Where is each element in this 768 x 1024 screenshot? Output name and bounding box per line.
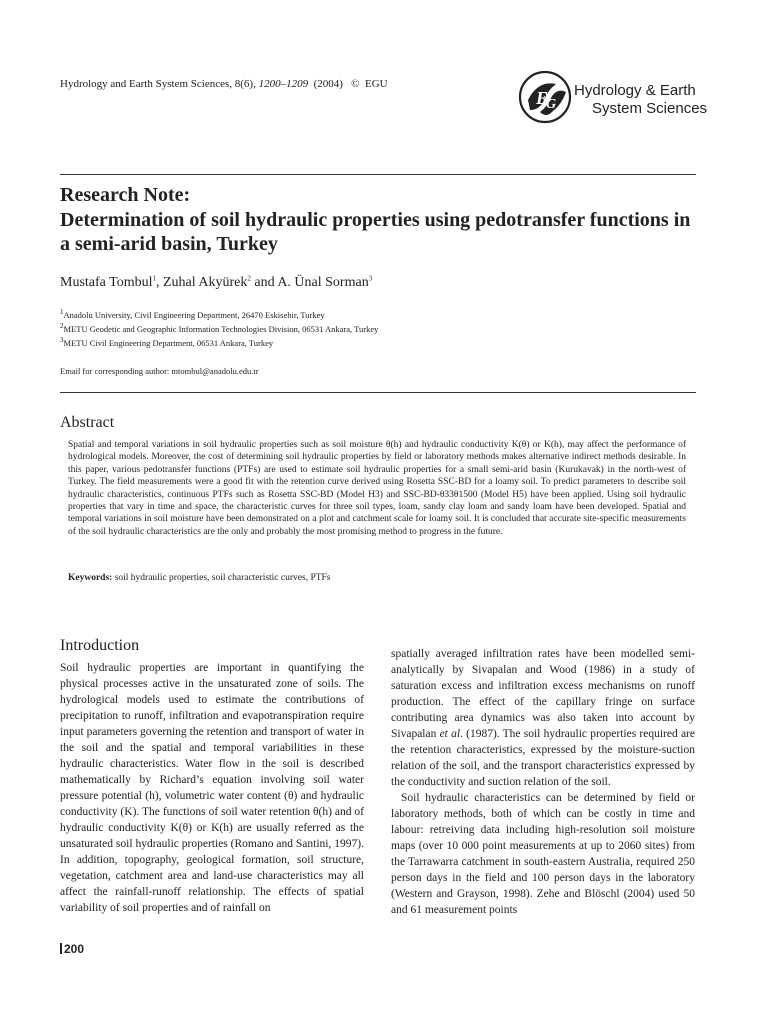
affiliation (60, 338, 273, 348)
introduction-heading: Introduction (60, 637, 140, 654)
author-separator: , (155, 275, 163, 290)
body-paragraph: Soil hydraulic characteristics can be determined by field or laboratory methods, both of which can be costly in time and labour: retreiving data including high-resolution soil moisture maps (over 10 000 point measurements at up to 2060 sites) from the Tarrawarra catchment in south-eastern Australia, required 250 person days in the field and 100 person days in the laboratory (Western and Grayson, 1998). Zehe and Blöschl (2004) used 50 and 61 measurement points (391, 792, 695, 916)
body-column-left (60, 660, 364, 916)
body-text: . (1987). The soil hydraulic properties required are the retention characteristics, expressed by the moisture-suction relation of the soil, and the transport characteristics expressed by the conductivity and suction relation of the soil. (391, 728, 695, 788)
svg-text:E: E (536, 88, 549, 108)
keywords-label: Keywords: (68, 573, 113, 583)
author-separator: and (250, 275, 278, 290)
corresponding-email: Email for corresponding author: mtombul@anadolu.edu.tr (60, 366, 259, 376)
affiliation (60, 310, 325, 320)
journal-suffix: (2004) © EGU (308, 78, 388, 90)
header-divider (60, 174, 696, 175)
author-list (60, 275, 372, 291)
body-paragraph: Soil hydraulic properties are important in quantifying the physical processes active in the unsaturated zone of soils. The hydrological models used to estimate the contributions of precipitation to runoff, infiltration and evapotranspiration require input parameters governing the retention and transport of water in the soil and the spatial and temporal variabilities in these hydraulic characteristics. Water flow in the soil is described mathematically by Richard’s equation involving soil water pressure potential (h), volumetric water content (θ) and hydraulic conductivity (K). The functions of soil water retention θ(h) and of hydraulic conductivity K(θ) or K(h) are usually referred as the unsaturated soil hydraulic properties (Romano and Santini, 1997). In addition, topography, geological formation, soil structure, vegetation, catchment area and land-use characteristics may all affect the rainfall-runoff relationship. The effects of spatial variability of soil properties and of rainfall on (60, 662, 364, 914)
journal-prefix: Hydrology and Earth System Sciences, 8(6), (60, 78, 259, 90)
journal-pages: 1200–1209 (258, 78, 309, 90)
affiliation-mark: 2 (247, 274, 251, 283)
author-name: A. Ünal Sorman (277, 275, 369, 290)
affiliation-mark: 3 (60, 336, 64, 345)
keywords-list: soil hydraulic properties, soil characteristic curves, PTFs (112, 573, 331, 583)
svg-text:G: G (546, 97, 557, 112)
logo-line-1: Hydrology & Earth (574, 82, 696, 99)
abstract-heading: Abstract (60, 414, 115, 431)
logo-wordmark (574, 82, 707, 118)
journal-citation (60, 78, 388, 90)
affiliation-mark: 1 (60, 308, 64, 317)
logo-line-2: System Sciences (592, 100, 708, 117)
affiliation-mark: 3 (368, 274, 373, 283)
affiliation-text: Anadolu University, Civil Engineering Department, 26470 Eskisehir, Turkey (63, 310, 325, 320)
abstract-divider (60, 392, 696, 393)
page-number-bar (60, 943, 62, 954)
page-number-text: 200 (64, 942, 85, 956)
body-paragraph (391, 646, 695, 790)
affiliation-mark: 2 (60, 322, 64, 331)
affiliation (60, 324, 378, 334)
body-column-right (391, 646, 695, 918)
article-title: Determination of soil hydraulic properties using pedotransfer functions in a semi-arid basin, Turkey (60, 209, 691, 255)
keywords (68, 573, 331, 583)
affiliation-mark: 1 (152, 274, 156, 283)
article-type-label: Research Note: (60, 184, 191, 206)
affiliation-text: METU Geodetic and Geographic Information Technologies Division, 06531 Ankara, Turkey (63, 324, 379, 334)
body-text: spatially averaged infiltration rates have been modelled semi-analytically by Sivapalan and Wood (1986) in a study of saturation excess and infiltration excess mechanisms on runoff production. The effect of the capillary fringe on surface contributing area dynamics was also taken into account by Sivapalan (391, 648, 695, 740)
abstract-text: Spatial and temporal variations in soil hydraulic properties such as soil moisture θ(h) and hydraulic conductivity K(θ) or K(h), may affect the performance of hydrological models. Moreover, the cost of determining soil hydraulic properties by field or laboratory methods makes alternative indirect methods desirable. In this paper, various pedotransfer functions (PTFs) are used to estimate soil hydraulic properties for a small semi-arid basin (Kurukavak) in the north-west of Turkey. The field measurements were a good fit with the retention curve derived using Rosetta SSC-BD for a loamy soil. To predict parameters to describe soil hydraulic characteristics, continuous PTFs such as Rosetta SSC-BD (Model H3) and SSC-BD-θ33θ1500 (Model H5) have been applied. Using soil hydraulic properties that vary in time and space, the characteristic curves for three soil types, loam, sandy clay loam and sandy loam have been developed. Spatial and temporal variations in soil moisture have been demonstrated on a plot and catchment scale for loamy soil. It is concluded that accurate site-specific measurements of the soil hydraulic characteristics are the only and probably the most promising method to progress in the future. (68, 440, 686, 537)
affiliation-text: METU Civil Engineering Department, 06531 Ankara, Turkey (63, 338, 274, 348)
body-text-italic: et al (439, 728, 461, 740)
page-number (60, 942, 84, 956)
author-name: Mustafa Tombul (60, 275, 153, 290)
author-name: Zuhal Akyürek (162, 275, 248, 290)
